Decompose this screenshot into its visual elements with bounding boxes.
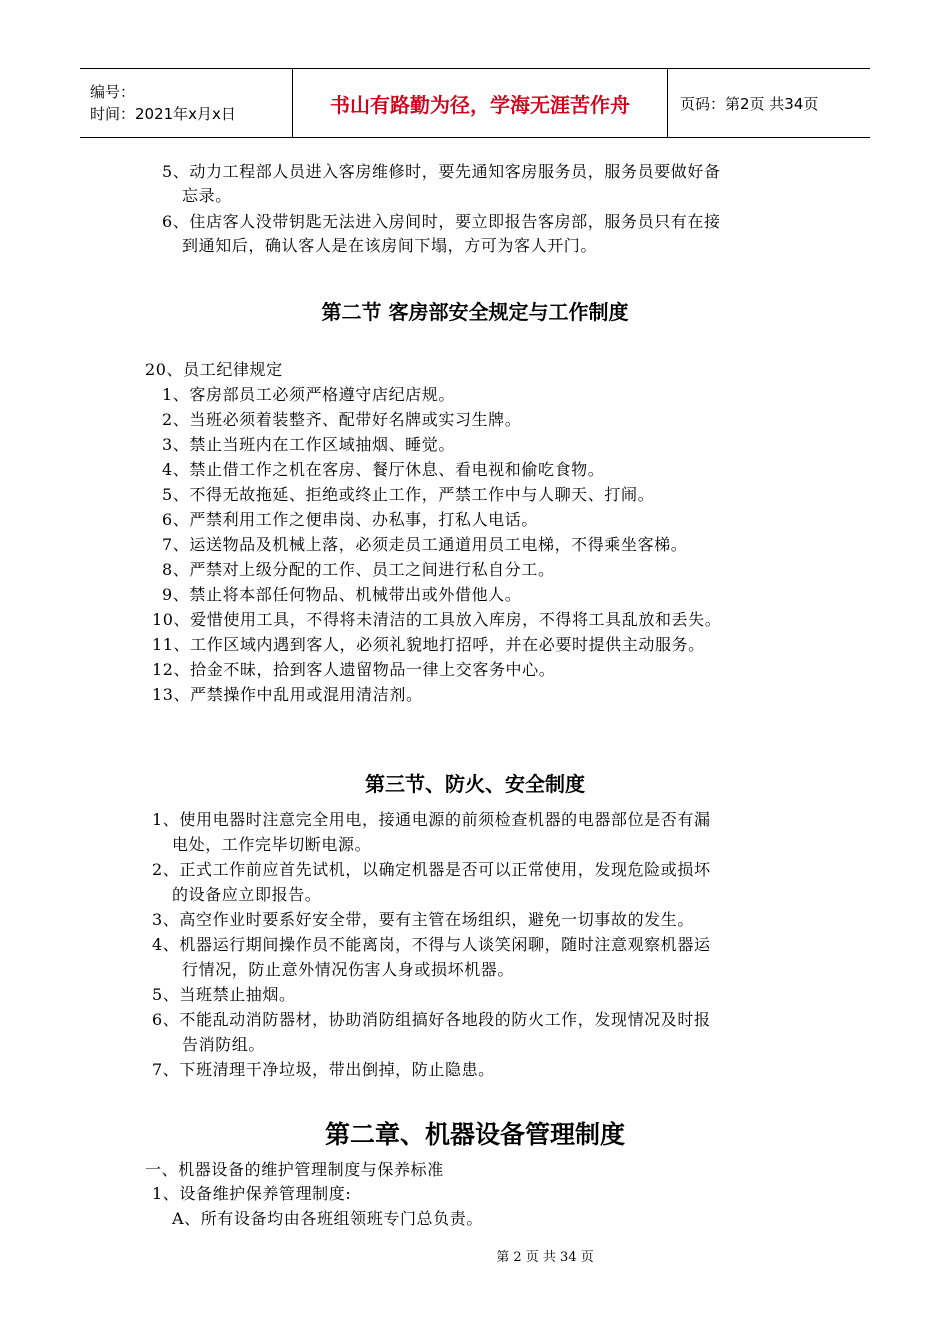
document-date: 时间：2021年x月x日: [90, 105, 236, 123]
text-line: 1、设备维护保养管理制度:: [152, 1184, 352, 1203]
list-item: 9、禁止将本部任何物品、机械带出或外借他人。: [162, 585, 522, 604]
list-item: 12、拾金不昧，拾到客人遗留物品一律上交客务中心。: [152, 660, 556, 679]
list-item: 2、当班必须着装整齐、配带好名牌或实习生牌。: [162, 410, 522, 429]
header-meta: [80, 69, 293, 137]
page-header: [80, 68, 870, 138]
list-item: 1、客房部员工必须严格遵守店纪店规。: [162, 385, 455, 404]
list-item: 3、高空作业时要系好安全带，要有主管在场组织，避免一切事故的发生。: [152, 910, 694, 929]
text-line: 到通知后，确认客人是在该房间下塌，方可为客人开门。: [182, 236, 598, 255]
list-item: 1、使用电器时注意完全用电，接通电源的前须检查机器的电器部位是否有漏: [152, 810, 711, 829]
list-item: 2、正式工作前应首先试机，以确定机器是否可以正常使用，发现危险或损坏: [152, 860, 711, 879]
text-line: A、所有设备均由各班组领班专门总负责。: [172, 1209, 483, 1228]
document-number-label: 编号：: [90, 83, 136, 101]
list-item: 5、当班禁止抽烟。: [152, 985, 296, 1004]
text-line: 的设备应立即报告。: [172, 885, 322, 904]
text-line: 行情况，防止意外情况伤害人身或损坏机器。: [182, 960, 515, 979]
section-heading: 第三节、防火、安全制度: [365, 772, 585, 796]
list-item: 10、爱惜使用工具，不得将未清洁的工具放入库房，不得将工具乱放和丢失。: [152, 610, 722, 629]
list-item: 7、运送物品及机械上落，必须走员工通道用员工电梯，不得乘坐客梯。: [162, 535, 688, 554]
text-line: 一、机器设备的维护管理制度与保养标准: [145, 1160, 444, 1179]
page-footer: 第 2 页 共 34 页: [496, 1250, 594, 1265]
list-item: 6、不能乱动消防器材，协助消防组搞好各地段的防火工作，发现情况及时报: [152, 1010, 711, 1029]
list-item: 4、禁止借工作之机在客房、餐厅休息、看电视和偷吃食物。: [162, 460, 605, 479]
text-line: 5、动力工程部人员进入客房维修时，要先通知客房服务员，服务员要做好备: [162, 162, 721, 181]
chapter-heading: 第二章、机器设备管理制度: [324, 1120, 625, 1149]
text-line: 6、住店客人没带钥匙无法进入房间时，要立即报告客房部，服务员只有在接: [162, 212, 721, 231]
list-item: 8、严禁对上级分配的工作、员工之间进行私自分工。: [162, 560, 555, 579]
text-line: 忘录。: [182, 186, 232, 205]
list-item: 5、不得无故拖延、拒绝或终止工作，严禁工作中与人聊天、打闹。: [162, 485, 655, 504]
list-item: 7、下班清理干净垃圾，带出倒掉，防止隐患。: [152, 1060, 495, 1079]
text-line: 告消防组。: [182, 1035, 266, 1054]
header-page-number: 页码：第2页 共34页: [680, 94, 819, 113]
list-item: 3、禁止当班内在工作区域抽烟、睡觉。: [162, 435, 455, 454]
list-item: 13、严禁操作中乱用或混用清洁剂。: [152, 685, 423, 704]
list-item: 6、严禁利用工作之便串岗、办私事，打私人电话。: [162, 510, 538, 529]
text-line: 电处，工作完毕切断电源。: [172, 835, 372, 854]
header-motto: 书山有路勤为径，学海无涯苦作舟: [293, 69, 668, 137]
text-line: 20、员工纪律规定: [145, 360, 283, 379]
section-heading: 第二节 客房部安全规定与工作制度: [321, 300, 629, 324]
list-item: 11、工作区域内遇到客人，必须礼貌地打招呼，并在必要时提供主动服务。: [152, 635, 705, 654]
list-item: 4、机器运行期间操作员不能离岗，不得与人谈笑闲聊，随时注意观察机器运: [152, 935, 711, 954]
